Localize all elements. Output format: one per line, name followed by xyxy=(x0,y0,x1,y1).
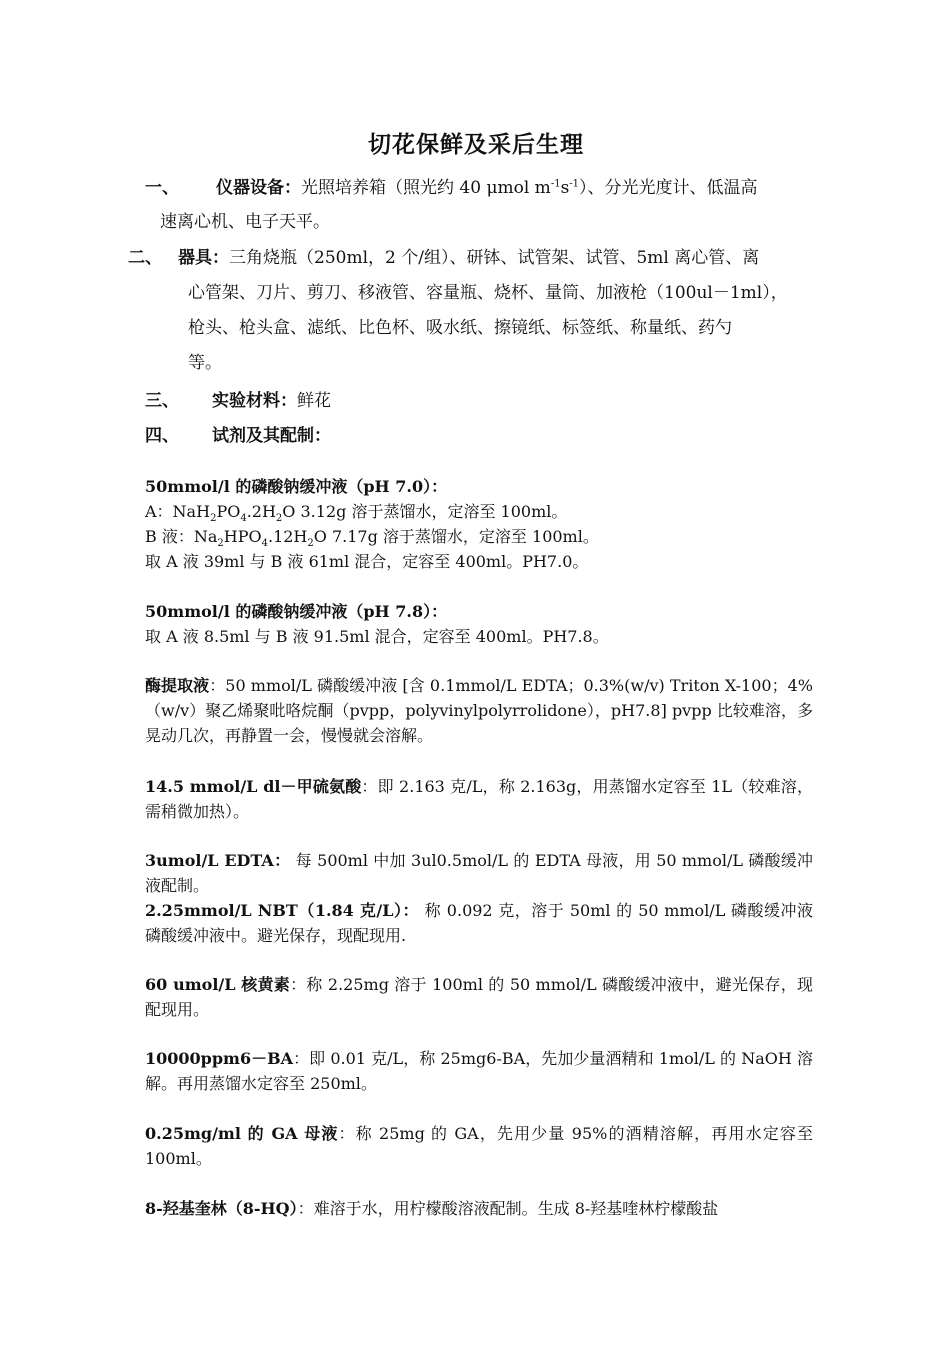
ba-heading: 10000ppm6－BA xyxy=(145,1049,294,1068)
buffer-ph70-heading: 50mmol/l 的磷酸钠缓冲液（pH 7.0）： xyxy=(145,477,448,496)
buffer-ph70-solution-b: B 液：$Na_2HPO_4.12H_2O$ 7.17g 溶于蒸馏水，定溶至 100ml。 xyxy=(145,527,599,550)
hq-heading: 8-羟基奎林（8-HQ） xyxy=(145,1199,298,1218)
edta-text: 每 500ml 中加 3ul0.5mol/L 的 EDTA 母液，用 50 mmol/L 磷酸缓冲液配制。 xyxy=(145,851,813,895)
section-1-text-b: s xyxy=(560,178,570,198)
section-4-number: 四、 xyxy=(145,426,179,446)
edta-paragraph xyxy=(145,848,813,898)
buffer-ph70-solution-a: A：$NaH_2PO_4.2H_2O$ 3.12g 溶于蒸馏水，定溶至 100ml。 xyxy=(145,502,568,525)
ga-heading: 0.25mg/ml 的 GA 母液 xyxy=(145,1124,339,1143)
nbt-paragraph xyxy=(145,898,813,948)
section-3-line xyxy=(212,389,331,413)
buffer-ph70-block xyxy=(145,474,813,574)
section-1-sup-1: -1 xyxy=(550,178,561,190)
section-2-number: 二、 xyxy=(128,248,162,268)
hq-text: ：难溶于水，用柠檬酸溶液配制。生成 8-羟基喹林柠檬酸盐 xyxy=(297,1199,719,1218)
nbt-heading: 2.25mmol/L NBT（1.84 克/L）： xyxy=(145,901,420,920)
buffer-ph70-mix: 取 A 液 39ml 与 B 液 61ml 混合，定容至 400ml。PH7.0。 xyxy=(145,552,589,571)
section-1-number: 一、 xyxy=(145,178,179,198)
section-1-sup-2: -1 xyxy=(569,178,580,190)
section-2-line-1 xyxy=(178,246,759,270)
section-2-line-4: 等。 xyxy=(188,353,222,373)
enzyme-heading: 酶提取液 xyxy=(145,676,210,695)
section-1-text-c: ）、分光光度计、低温高 xyxy=(579,178,758,198)
section-4-heading: 试剂及其配制： xyxy=(212,426,331,446)
section-1-line-2: 速离心机、电子天平。 xyxy=(160,212,330,232)
hq-paragraph xyxy=(145,1196,813,1221)
section-1-heading: 仪器设备： xyxy=(216,178,301,198)
nbt-text: 称 0.092 克，溶于 50ml 的 50 mmol/L 磷酸缓冲液磷酸缓冲液中。避光保存，现配现用. xyxy=(145,901,813,945)
section-1-line-1 xyxy=(216,176,758,200)
page-title: 切花保鲜及采后生理 xyxy=(368,131,584,158)
edta-heading: 3umol/L EDTA： xyxy=(145,851,291,870)
section-2-line-3: 枪头、枪头盒、滤纸、比色杯、吸水纸、擦镜纸、标签纸、称量纸、药勺 xyxy=(188,318,732,338)
buffer-ph78-heading: 50mmol/l 的磷酸钠缓冲液（pH 7.8）： xyxy=(145,602,448,621)
riboflavin-heading: 60 umol/L 核黄素 xyxy=(145,975,291,994)
buffer-ph78-block xyxy=(145,599,813,649)
methionine-paragraph xyxy=(145,774,813,824)
section-3-number: 三、 xyxy=(145,391,179,411)
section-3-heading: 实验材料： xyxy=(212,391,297,411)
enzyme-extraction-paragraph xyxy=(145,673,813,748)
riboflavin-paragraph xyxy=(145,972,813,1022)
methionine-heading: 14.5 mmol/L dl－甲硫氨酸 xyxy=(145,777,362,796)
section-3-text: 鲜花 xyxy=(297,391,331,411)
section-1-text-a: 光照培养箱（照光约 40 μmol m xyxy=(301,178,551,198)
section-2-text-1: 三角烧瓶（250ml，2 个/组）、研钵、试管架、试管、5ml 离心管、离 xyxy=(229,248,760,268)
ba-paragraph xyxy=(145,1046,813,1096)
ga-text: ：称 25mg 的 GA，先用少量 95%的酒精溶解，再用水定容至 100ml。 xyxy=(145,1124,813,1168)
riboflavin-text: ：称 2.25mg 溶于 100ml 的 50 mmol/L 磷酸缓冲液中，避光保存，现配现用。 xyxy=(145,975,813,1019)
buffer-ph78-mix: 取 A 液 8.5ml 与 B 液 91.5ml 混合，定容至 400ml。PH7.8。 xyxy=(145,627,609,646)
ba-text: ：即 0.01 克/L，称 25mg6-BA，先加少量酒精和 1mol/L 的 NaOH 溶解。再用蒸馏水定容至 250ml。 xyxy=(145,1049,813,1093)
section-2-heading: 器具： xyxy=(178,248,229,268)
section-2-line-2: 心管架、刀片、剪刀、移液管、容量瓶、烧杯、量筒、加液枪（100ul－1ml）， xyxy=(188,283,788,303)
methionine-text: ：即 2.163 克/L，称 2.163g，用蒸馏水定容至 1L（较难溶，需稍微加热）。 xyxy=(145,777,813,821)
enzyme-text: ：50 mmol/L 磷酸缓冲液 [含 0.1mmol/L EDTA；0.3%(w/v) Triton X-100；4%（w/v）聚乙烯聚吡咯烷酮（pvpp，polyvinylpolyrrolidone），pH7.8] pvpp 比较难溶，多晃动几次，再静置一会，慢慢就会溶解。 xyxy=(145,676,813,745)
ga-paragraph xyxy=(145,1121,813,1171)
